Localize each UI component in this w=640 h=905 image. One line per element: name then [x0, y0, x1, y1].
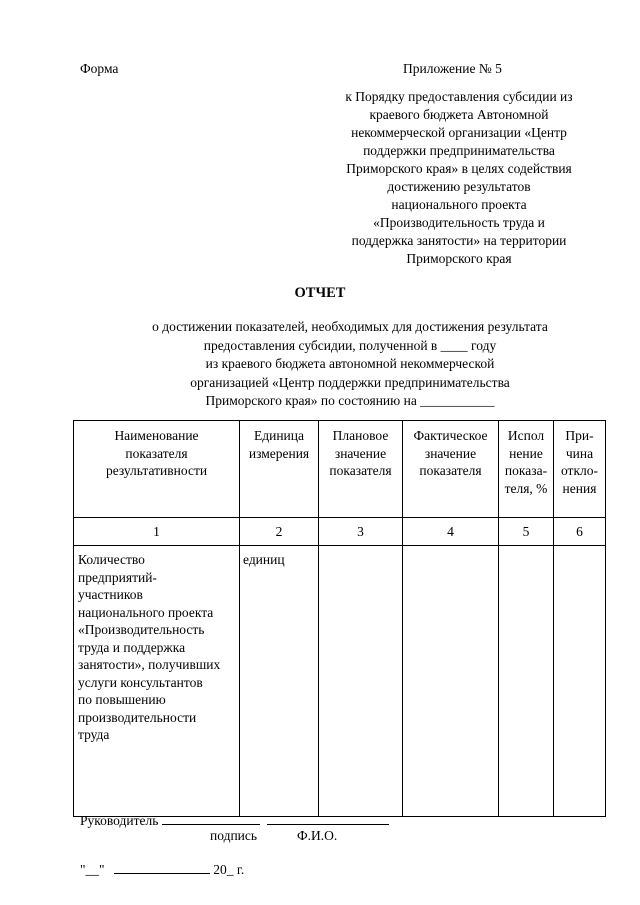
date-line: [80, 861, 244, 878]
report-subtitle: [60, 318, 640, 411]
date-year: 20_ г.: [213, 862, 245, 877]
actual-value-cell: [403, 546, 499, 817]
name-blank: [267, 812, 389, 825]
subtitle-line: организацией «Центр поддержки предпринимательства: [190, 374, 510, 390]
header-actual-value: Фактическое значение показателя: [403, 421, 499, 518]
signature-blank: [162, 812, 260, 825]
column-number: 3: [319, 518, 403, 546]
signature-caption: подпись: [210, 828, 258, 843]
planned-value-cell: [319, 546, 403, 817]
column-number: 2: [240, 518, 319, 546]
name-caption: Ф.И.О.: [297, 828, 338, 843]
report-title: ОТЧЕТ: [294, 285, 346, 301]
date-month-blank: [114, 861, 210, 874]
header-unit: Единица измерения: [240, 421, 319, 518]
table-header-row: [74, 421, 606, 518]
column-number: 6: [554, 518, 606, 546]
report-table: [73, 420, 606, 817]
subtitle-line: предоставления субсидии, полученной в ____ году: [203, 337, 497, 353]
header-deviation-reason: При- чина откло- нения: [554, 421, 606, 518]
appendix-line: к Порядку предоставления субсидии из: [345, 89, 573, 104]
appendix-line: поддержка занятости» на территории: [351, 233, 567, 248]
appendix-line: краевого бюджета Автономной: [369, 107, 549, 122]
table-column-numbers-row: [74, 518, 606, 546]
header-execution-percent: Испол нение показа- теля, %: [499, 421, 554, 518]
column-number: 5: [499, 518, 554, 546]
header-indicator-name: Наименование показателя результативности: [74, 421, 240, 518]
indicator-name-cell: Количество предприятий- участников национального проекта «Производительность труда и поддержка занятости», получивших услуги консультантов по повышению производительности труда: [74, 546, 240, 817]
header-planned-value: Плановое значение показателя: [319, 421, 403, 518]
deviation-reason-cell: [554, 546, 606, 817]
appendix-line: «Производительность труда и: [373, 215, 545, 230]
appendix-line: Приморского края» в целях содействия: [346, 161, 572, 176]
execution-percent-cell: [499, 546, 554, 817]
appendix-line: Приморского края: [406, 251, 512, 266]
column-number: 1: [74, 518, 240, 546]
appendix-line: достижению результатов: [387, 179, 531, 194]
date-day: "__": [80, 862, 105, 877]
column-number: 4: [403, 518, 499, 546]
appendix-line: поддержки предпринимательства: [363, 143, 555, 158]
appendix-line: некоммерческой организации «Центр: [351, 125, 567, 140]
appendix-line: национального проекта: [391, 197, 527, 212]
subtitle-line: из краевого бюджета автономной некоммерческой: [205, 356, 495, 371]
unit-cell: единиц: [240, 546, 319, 817]
appendix-description: [300, 88, 618, 268]
subtitle-line: о достижении показателей, необходимых для достижения результата: [152, 319, 548, 334]
table-row: [74, 546, 606, 817]
subtitle-line: Приморского края» по состоянию на ___________: [205, 393, 495, 408]
form-label: Форма: [80, 61, 119, 76]
signer-label: Руководитель: [80, 813, 159, 828]
signer-line: [80, 812, 389, 829]
appendix-number: Приложение № 5: [403, 61, 502, 76]
